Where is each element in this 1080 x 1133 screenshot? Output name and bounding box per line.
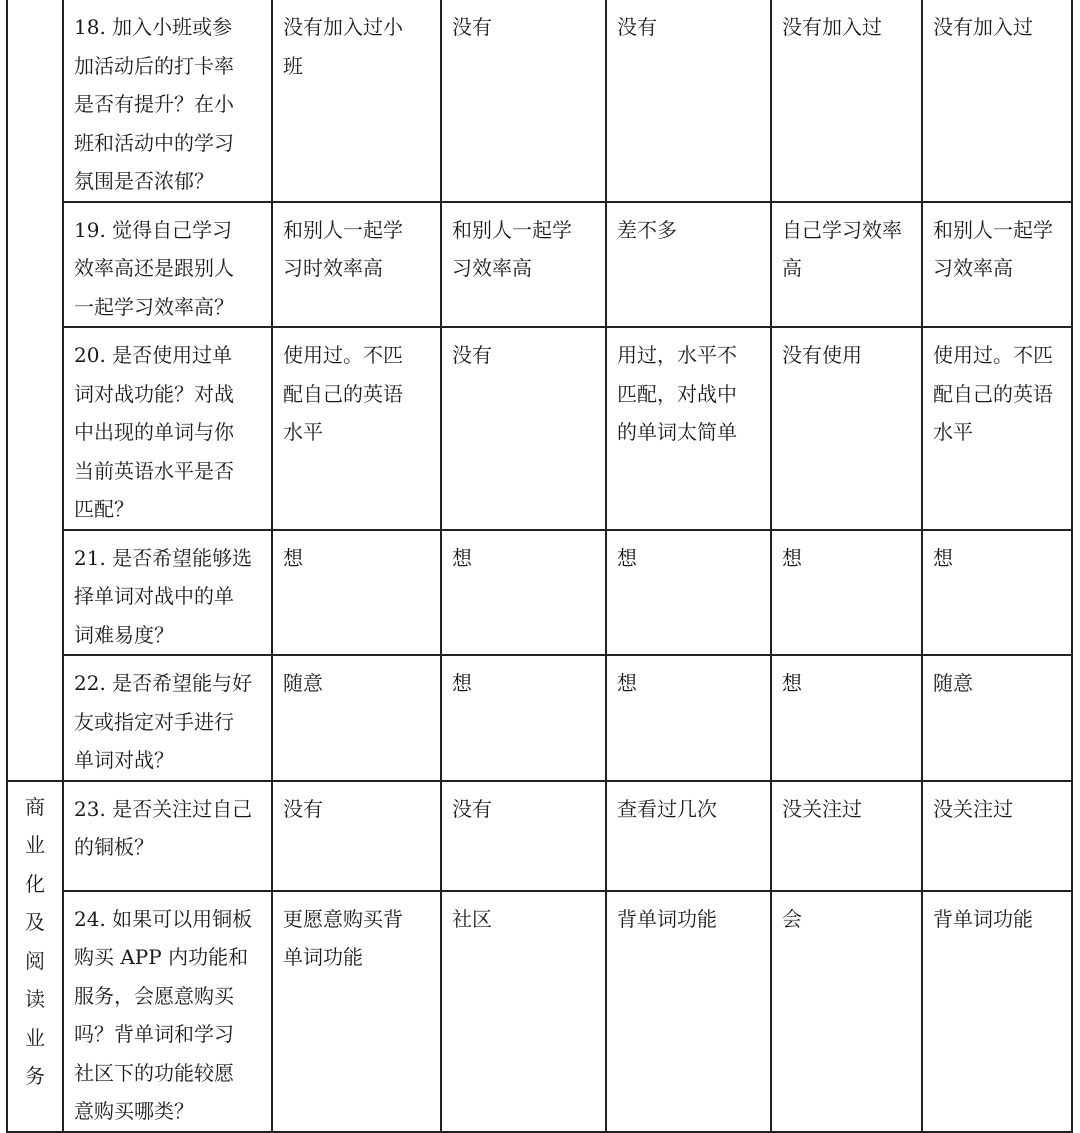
text-line: 中出现的单词与你 (74, 420, 234, 444)
text-line: 19. 觉得自己学习 (74, 217, 233, 242)
text-line: 21. 是否希望能够选 (74, 545, 253, 570)
text-line: 加活动后的打卡率 (74, 53, 234, 78)
table-row (7, 891, 1072, 1132)
answer-cell (771, 781, 922, 891)
answer-cell (441, 202, 606, 328)
text-line: 使用过。不匹 (933, 343, 1053, 367)
answer-cell (922, 781, 1072, 891)
text-line: 想 (283, 545, 303, 570)
answer-cell (272, 0, 441, 202)
question-cell (63, 202, 272, 328)
text-line: 没有加入过小 (283, 15, 403, 39)
text-line: 一起学习效率高？ (74, 294, 234, 319)
category-cell (7, 0, 63, 781)
answer-cell (771, 327, 922, 530)
answer-cell (272, 781, 441, 891)
answer-cell (771, 891, 922, 1132)
text-line: 意购买哪类？ (74, 1099, 194, 1123)
text-line: 和别人一起学 (283, 217, 403, 242)
answer-cell (272, 327, 441, 530)
text-line: 没关注过 (782, 796, 862, 821)
text-line: 配自己的英语 (933, 381, 1053, 406)
survey-table (6, 0, 1073, 1133)
text-line: 背单词功能 (617, 906, 717, 931)
text-line: 会 (782, 906, 802, 931)
answer-cell (606, 655, 771, 781)
answer-cell (272, 202, 441, 328)
text-line: 自己学习效率 (782, 217, 902, 242)
text-line: 是否有提升？在小 (74, 92, 234, 116)
text-line: 习效率高 (452, 256, 532, 280)
answer-cell (441, 891, 606, 1132)
text-line: 匹配，对战中 (617, 381, 737, 406)
text-line: 想 (452, 671, 472, 695)
text-line: 23. 是否关注过自己 (74, 796, 253, 821)
text-line: 匹配？ (74, 497, 134, 521)
answer-cell (606, 0, 771, 202)
text-line: 吗？背单词和学习 (74, 1022, 234, 1046)
text-line: 服务，会愿意购买 (74, 983, 234, 1008)
text-line: 没有使用 (782, 343, 862, 367)
text-line: 高 (782, 256, 802, 280)
text-line: 随意 (933, 671, 973, 695)
text-line: 氛围是否浓郁？ (74, 169, 214, 193)
text-line: 友或指定对手进行 (74, 709, 234, 734)
text-line: 想 (782, 671, 802, 695)
text-line: 查看过几次 (617, 796, 717, 821)
text-line: 背单词功能 (933, 906, 1033, 931)
answer-cell (441, 530, 606, 656)
text-line: 班和活动中的学习 (74, 130, 234, 155)
answer-cell (922, 530, 1072, 656)
text-line: 想 (452, 545, 472, 570)
text-line: 单词功能 (283, 945, 363, 969)
text-line: 习效率高 (933, 256, 1013, 280)
text-line: 当前英语水平是否 (74, 458, 234, 483)
text-line: 单词对战？ (74, 748, 174, 772)
text-line: 购买 APP 内功能和 (74, 945, 249, 969)
text-line: 班 (283, 53, 303, 78)
text-line: 没关注过 (933, 796, 1013, 821)
table-row (7, 781, 1072, 891)
answer-cell (606, 530, 771, 656)
category-char: 务 (25, 1064, 45, 1088)
text-line: 社区 (452, 906, 492, 931)
text-line: 水平 (283, 420, 323, 444)
text-line: 没有 (283, 796, 323, 821)
text-line: 想 (933, 545, 953, 570)
text-line: 想 (782, 545, 802, 570)
answer-cell (922, 655, 1072, 781)
question-cell (63, 530, 272, 656)
text-line: 词对战功能？对战 (74, 381, 234, 406)
text-line: 22. 是否希望能与好 (74, 671, 253, 695)
answer-cell (771, 655, 922, 781)
category-char: 业 (25, 1025, 45, 1050)
text-line: 词难易度？ (74, 622, 174, 647)
question-cell (63, 0, 272, 202)
text-line: 水平 (933, 420, 973, 444)
text-line: 没有加入过 (933, 15, 1033, 39)
table-row (7, 0, 1072, 202)
answer-cell (441, 327, 606, 530)
text-line: 20. 是否使用过单 (74, 343, 233, 367)
category-char: 阅 (25, 948, 45, 973)
text-line: 24. 如果可以用铜板 (74, 906, 253, 931)
category-char: 商 (25, 794, 45, 819)
answer-cell (606, 202, 771, 328)
answer-cell (441, 0, 606, 202)
question-cell (63, 327, 272, 530)
text-line: 没有加入过 (782, 15, 882, 39)
answer-cell (606, 891, 771, 1132)
text-line: 差不多 (617, 217, 677, 242)
table-row (7, 202, 1072, 328)
text-line: 效率高还是跟别人 (74, 256, 234, 280)
answer-cell (771, 530, 922, 656)
table-row (7, 530, 1072, 656)
table-row (7, 655, 1072, 781)
answer-cell (922, 891, 1072, 1132)
answer-cell (922, 0, 1072, 202)
text-line: 随意 (283, 671, 323, 695)
text-line: 择单词对战中的单 (74, 584, 234, 608)
text-line: 没有 (452, 796, 492, 821)
answer-cell (441, 781, 606, 891)
table-row (7, 327, 1072, 530)
text-line: 习时效率高 (283, 256, 383, 280)
answer-cell (606, 327, 771, 530)
answer-cell (922, 202, 1072, 328)
text-line: 和别人一起学 (933, 217, 1053, 242)
category-char: 业 (25, 833, 45, 857)
category-cell (7, 781, 63, 1132)
text-line: 和别人一起学 (452, 217, 572, 242)
text-line: 没有 (452, 15, 492, 39)
answer-cell (272, 891, 441, 1132)
category-char: 读 (25, 987, 45, 1011)
text-line: 没有 (452, 343, 492, 367)
text-line: 想 (617, 671, 637, 695)
text-line: 更愿意购买背 (283, 906, 403, 931)
text-line: 用过，水平不 (617, 343, 737, 367)
text-line: 使用过。不匹 (283, 343, 403, 367)
category-char: 及 (25, 910, 45, 934)
text-line: 的铜板？ (74, 835, 154, 859)
answer-cell (771, 0, 922, 202)
text-line: 没有 (617, 15, 657, 39)
question-cell (63, 781, 272, 891)
text-line: 社区下的功能较愿 (74, 1060, 234, 1085)
answer-cell (922, 327, 1072, 530)
answer-cell (272, 530, 441, 656)
text-line: 配自己的英语 (283, 381, 403, 406)
answer-cell (272, 655, 441, 781)
category-char: 化 (25, 871, 45, 896)
question-cell (63, 655, 272, 781)
text-line: 18. 加入小班或参 (74, 15, 233, 39)
question-cell (63, 891, 272, 1132)
text-line: 的单词太简单 (617, 420, 737, 444)
answer-cell (606, 781, 771, 891)
answer-cell (771, 202, 922, 328)
text-line: 想 (617, 545, 637, 570)
answer-cell (441, 655, 606, 781)
